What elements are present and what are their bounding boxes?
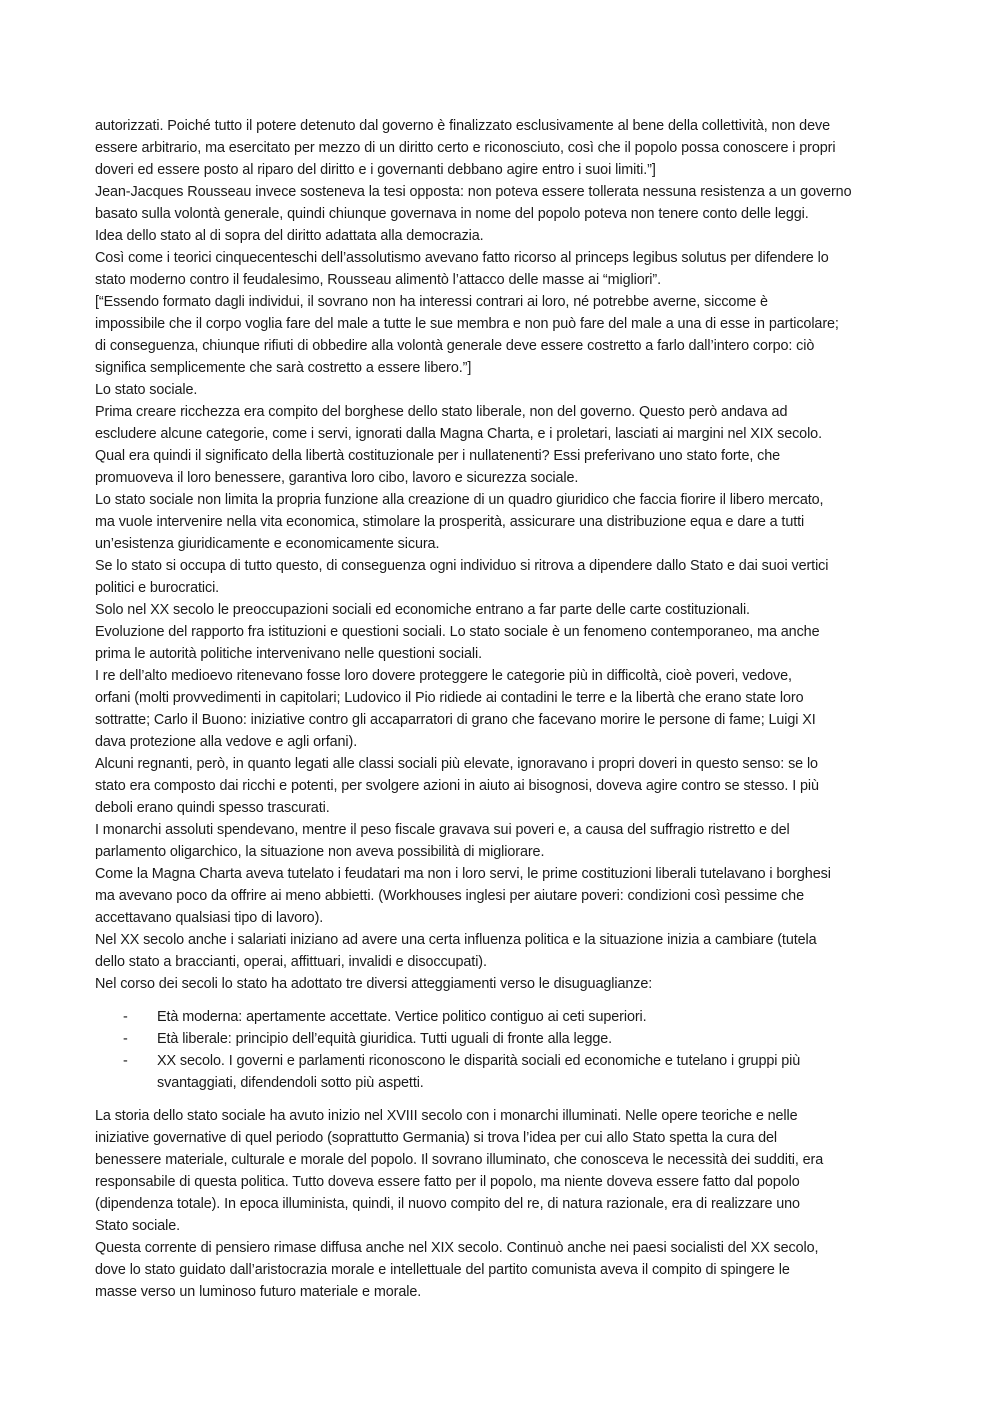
text-line: basato sulla volontà generale, quindi chiunque governava in nome del popolo poteva non tenere conto delle leggi. xyxy=(95,206,809,222)
body-text-section-b xyxy=(95,1105,910,1303)
text-line: Se lo stato si occupa di tutto questo, di conseguenza ogni individuo si ritrova a dipendere dallo Stato e dai suoi vertici xyxy=(95,558,829,574)
text-line: Qual era quindi il significato della libertà costituzionale per i nullatenenti? Essi preferivano uno stato forte, che xyxy=(95,448,781,464)
text-line: escludere alcune categorie, come i servi, ignorati dalla Magna Charta, e i proletari, lasciati ai margini nel XIX secolo. xyxy=(95,426,822,442)
text-line: dello stato a braccianti, operai, affittuari, invalidi e disoccupati). xyxy=(95,954,487,970)
text-line: masse verso un luminoso futuro materiale e morale. xyxy=(95,1284,422,1300)
text-line: responsabile di questa politica. Tutto doveva essere fatto per il popolo, ma niente doveva essere fatto dal popolo xyxy=(95,1174,800,1190)
list-item-continuation xyxy=(95,1072,910,1094)
text-line: Nel XX secolo anche i salariati iniziano ad avere una certa influenza politica e la situazione inizia a cambiare (tutela xyxy=(95,932,817,948)
text-line: benessere materiale, culturale e morale del popolo. Il sovrano illuminato, che conosceva le necessità dei sudditi, era xyxy=(95,1152,824,1168)
text-line: Idea dello stato al di sopra del diritto adattata alla democrazia. xyxy=(95,228,484,244)
text-line: orfani (molti provvedimenti in capitolari; Ludovico il Pio ridiede ai contadini le terre e la libertà che erano state loro xyxy=(95,690,804,706)
text-line: Lo stato sociale non limita la propria funzione alla creazione di un quadro giuridico che faccia fiorire il libero mercato, xyxy=(95,492,824,508)
text-line: iniziative governative di quel periodo (soprattutto Germania) si trova l’idea per cui allo Stato spetta la cura del xyxy=(95,1130,778,1146)
text-line: Come la Magna Charta aveva tutelato i feudatari ma non i loro servi, le prime costituzioni liberali tutelavano i borghesi xyxy=(95,866,831,882)
text-line: ma avevano poco da offrire ai meno abbietti. (Workhouses inglesi per aiutare poveri: condizioni così pessime che xyxy=(95,888,804,904)
text-line: promuoveva il loro benessere, garantiva loro cibo, lavoro e sicurezza sociale. xyxy=(95,470,579,486)
text-line: Jean-Jacques Rousseau invece sosteneva la tesi opposta: non poteva essere tollerata nessuna resistenza a un governo xyxy=(95,184,852,200)
text-line: significa semplicemente che sarà costretto a essere libero.”] xyxy=(95,360,472,376)
text-line: dava protezione alla vedove e agli orfani). xyxy=(95,734,358,750)
text-line: parlamento oligarchico, la situazione non aveva possibilità di migliorare. xyxy=(95,844,545,860)
text-line: autorizzati. Poiché tutto il potere detenuto dal governo è finalizzato esclusivamente al bene della collettività, non deve xyxy=(95,118,830,134)
text-line: I re dell’alto medioevo ritenevano fosse loro dovere proteggere le categorie più in difficoltà, cioè poveri, vedove, xyxy=(95,668,792,684)
list-item-text: XX secolo. I governi e parlamenti riconoscono le disparità sociali ed economiche e tutelano i gruppi più xyxy=(157,1053,801,1069)
text-line: di conseguenza, chiunque rifiuti di obbedire alla volontà generale deve essere costretto a farlo dall’intero corpo: ciò xyxy=(95,338,815,354)
text-line: La storia dello stato sociale ha avuto inizio nel XVIII secolo con i monarchi illuminati. Nelle opere teoriche e nelle xyxy=(95,1108,798,1124)
list-dash: - xyxy=(123,1053,128,1069)
text-line: Nel corso dei secoli lo stato ha adottato tre diversi atteggiamenti verso le disuguaglianze: xyxy=(95,976,653,992)
text-line: ma vuole intervenire nella vita economica, stimolare la prosperità, assicurare una distribuzione equa e dare a tutti xyxy=(95,514,805,530)
body-text-section-a xyxy=(95,115,910,995)
text-line: sottratte; Carlo il Buono: iniziative contro gli accaparratori di grano che facevano morire le persone di fame; Luigi XI xyxy=(95,712,816,728)
text-line: Così come i teorici cinquecenteschi dell’assolutismo avevano fatto ricorso al princeps legibus solutus per difendere lo xyxy=(95,250,829,266)
text-line: doveri ed essere posto al riparo del diritto e i governanti debbano agire entro i suoi limiti.”] xyxy=(95,162,656,178)
text-line: deboli erano quindi spesso trascurati. xyxy=(95,800,330,816)
text-line: stato era composto dai ricchi e potenti, per svolgere azioni in aiuto ai bisognosi, doveva agire contro se stesso. I più xyxy=(95,778,819,794)
list-item xyxy=(95,1050,910,1072)
text-line: prima le autorità politiche intervenivano nelle questioni sociali. xyxy=(95,646,482,662)
bullet-list xyxy=(95,1006,910,1094)
text-line: essere arbitrario, ma esercitato per mezzo di un diritto certo e riconosciuto, così che il popolo possa conoscere i propri xyxy=(95,140,836,156)
list-item-text: svantaggiati, difendendoli sotto più aspetti. xyxy=(157,1075,424,1091)
text-line: [“Essendo formato dagli individui, il sovrano non ha interessi contrari ai loro, né potrebbe averne, siccome è xyxy=(95,294,768,310)
text-line: impossibile che il corpo voglia fare del male a tutte le sue membra e non può fare del male a una di esse in particolare; xyxy=(95,316,839,332)
text-line: (dipendenza totale). In epoca illuminista, quindi, il nuovo compito del re, di natura razionale, era di realizzare uno xyxy=(95,1196,800,1212)
text-line: Evoluzione del rapporto fra istituzioni e questioni sociali. Lo stato sociale è un fenomeno contemporaneo, ma anche xyxy=(95,624,820,640)
text-line: I monarchi assoluti spendevano, mentre il peso fiscale gravava sui poveri e, a causa del suffragio ristretto e del xyxy=(95,822,790,838)
text-line: Solo nel XX secolo le preoccupazioni sociali ed economiche entrano a far parte delle carte costituzionali. xyxy=(95,602,750,618)
list-dash: - xyxy=(123,1031,128,1047)
list-item-text: Età moderna: apertamente accettate. Vertice politico contiguo ai ceti superiori. xyxy=(157,1009,647,1025)
text-line: Questa corrente di pensiero rimase diffusa anche nel XIX secolo. Continuò anche nei paesi socialisti del XX secolo, xyxy=(95,1240,819,1256)
list-item xyxy=(95,1006,910,1028)
text-line: Stato sociale. xyxy=(95,1218,180,1234)
text-line: accettavano qualsiasi tipo di lavoro). xyxy=(95,910,324,926)
text-line: politici e burocratici. xyxy=(95,580,220,596)
text-line: Alcuni regnanti, però, in quanto legati alle classi sociali più elevate, ignoravano i propri doveri in questo senso: se lo xyxy=(95,756,818,772)
text-line: stato moderno contro il feudalesimo, Rousseau alimentò l’attacco delle masse ai “migliori”. xyxy=(95,272,661,288)
list-item xyxy=(95,1028,910,1050)
text-line: un’esistenza giuridicamente e economicamente sicura. xyxy=(95,536,440,552)
text-line: Prima creare ricchezza era compito del borghese dello stato liberale, non del governo. Questo però andava ad xyxy=(95,404,788,420)
list-item-text: Età liberale: principio dell’equità giuridica. Tutti uguali di fronte alla legge. xyxy=(157,1031,613,1047)
list-dash: - xyxy=(123,1009,128,1025)
text-line: dove lo stato guidato dall’aristocrazia morale e intellettuale del partito comunista aveva il compito di spingere le xyxy=(95,1262,790,1278)
text-line: Lo stato sociale. xyxy=(95,382,198,398)
